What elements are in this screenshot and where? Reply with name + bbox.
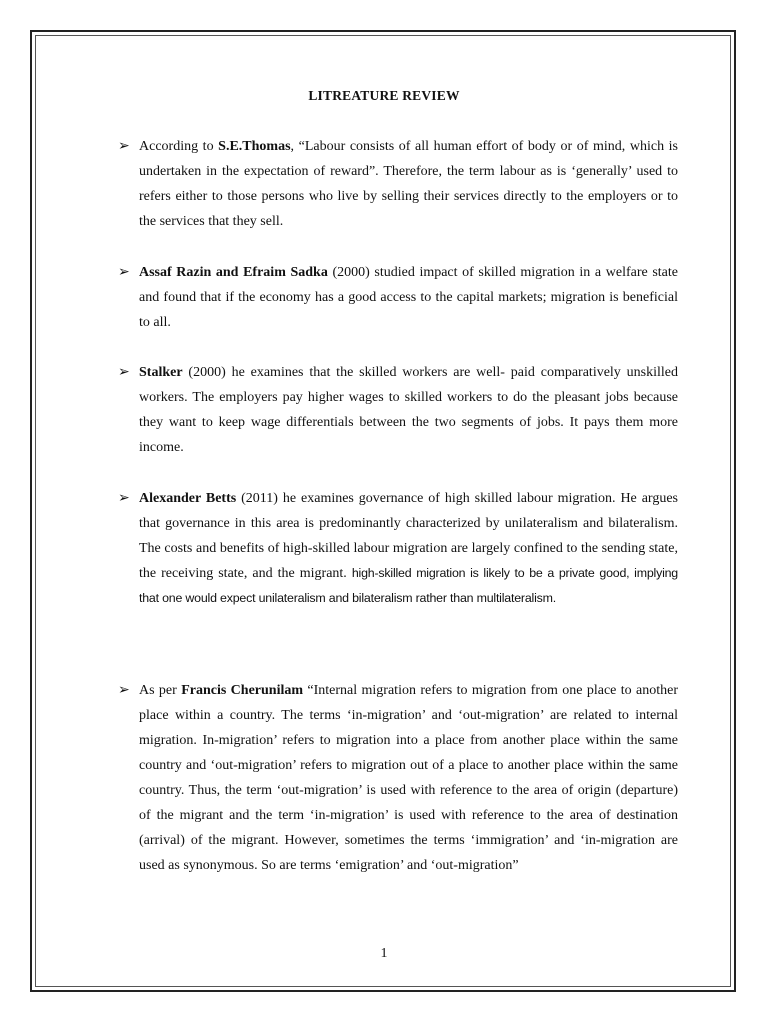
author-name: Assaf Razin and Efraim Sadka (139, 265, 328, 280)
review-paragraph: Assaf Razin and Efraim Sadka (2000) studied impact of skilled migration in a welfare state and found that if the economy has a good access to the capital markets; migration is beneficial to all. (139, 265, 678, 330)
page-title: LITREATURE REVIEW (308, 88, 460, 103)
review-item-razin-sadka (118, 260, 678, 335)
arrow-bullet-icon: ➢ (118, 139, 130, 154)
page-number: 1 (380, 946, 388, 961)
review-item-thomas (118, 134, 678, 234)
review-paragraph: Stalker (2000) he examines that the skilled workers are well- paid comparatively unskilled workers. The employers pay higher wages to skilled workers to do the pleasant jobs because they want to keep wage differentials between the two segments of jobs. It pays them more income. (139, 365, 678, 455)
author-name: S.E.Thomas (218, 139, 291, 154)
author-name: Stalker (139, 365, 183, 380)
author-name: Alexander Betts (139, 491, 237, 506)
review-item-stalker (118, 360, 678, 460)
review-paragraph: As per Francis Cherunilam “Internal migration refers to migration from one place to another place within a country. The terms ‘in-migration’ and ‘out-migration’ are related to internal migration. In-migration’ refers to migration into a place from another place within the same country and ‘out-migration’ refers to migration out of a place to another place within the same country. Thus, the term ‘out-migration’ is used with reference to the area of origin (departure) of the migrant and the term ‘in-migration’ is used with reference to the area of destination (arrival) of the migrant. However, sometimes the terms ‘immigration’ and ‘in-migration are used as synonymous. So are terms ‘emigration’ and ‘out-migration” (139, 683, 678, 873)
author-name: Francis Cherunilam (181, 683, 304, 698)
review-paragraph: According to S.E.Thomas, “Labour consists of all human effort of body or of mind, which is undertaken in the expectation of reward”. Therefore, the term labour as is ‘generally’ used to refers either to those persons who live by selling their services directly to the employers or to the services that they sell. (139, 139, 678, 229)
review-paragraph: Alexander Betts (2011) he examines governance of high skilled labour migration. He argues that governance in this area is predominantly characterized by unilateralism and bilateralism. The costs and benefits of high-skilled labour migration are largely confined to the sending state, the receiving state, and the migrant. high-skilled migration is likely to be a private good, implying that one would expect unilateralism and bilateralism rather than multilateralism. (139, 491, 678, 605)
arrow-bullet-icon: ➢ (118, 365, 130, 380)
paragraph-tail: high-skilled migration is likely to be a private good, implying that one would expect unilateralism and bilateralism rather than multilateralism. (139, 566, 678, 605)
arrow-bullet-icon: ➢ (118, 265, 130, 280)
arrow-bullet-icon: ➢ (118, 491, 130, 506)
review-item-betts (118, 486, 678, 611)
arrow-bullet-icon: ➢ (118, 683, 130, 698)
review-item-cherunilam (118, 678, 678, 878)
